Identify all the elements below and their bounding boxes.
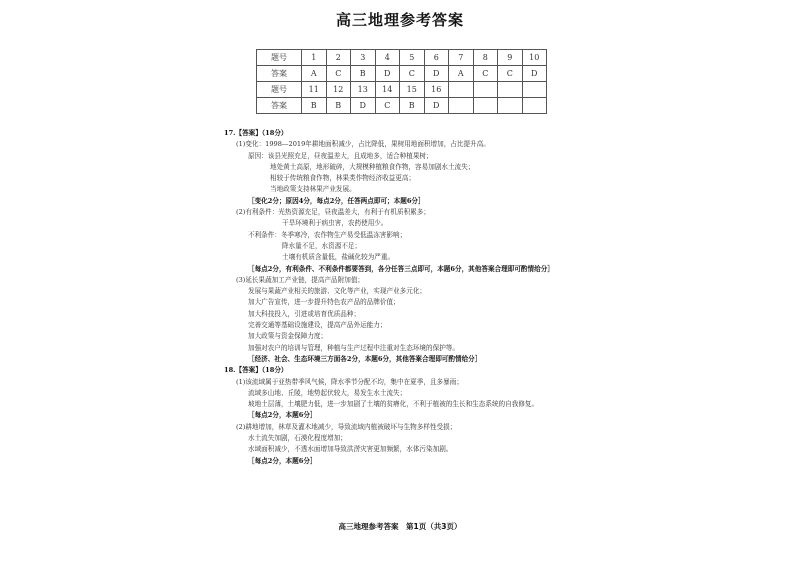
table-cell: [449, 82, 474, 98]
table-cell: C: [473, 66, 498, 82]
row-header: 答案: [257, 98, 302, 114]
table-cell: 1: [302, 50, 327, 66]
table-cell: B: [351, 66, 376, 82]
table-cell: D: [424, 66, 449, 82]
answer-heading-line: ［每点2分，有利条件、不利条件都要答到，各分任答三点即可，本题6分，其他答案合理即可酌情给分］: [248, 264, 554, 273]
table-cell: 11: [302, 82, 327, 98]
answer-line: 加大政策与资金保障力度；: [248, 332, 328, 341]
page-footer: 高三地理参考答案 第1页（共3页）: [338, 522, 462, 531]
table-cell: 8: [473, 50, 498, 66]
row-header: 题号: [257, 82, 302, 98]
table-cell: 3: [351, 50, 376, 66]
answer-line: 当地政策支持林果产业发展。: [270, 185, 356, 194]
table-cell: 6: [424, 50, 449, 66]
answer-table: [256, 49, 547, 114]
table-cell: 2: [326, 50, 351, 66]
table-cell: D: [375, 66, 400, 82]
table-row: [257, 98, 547, 114]
table-cell: 14: [375, 82, 400, 98]
table-cell: [498, 98, 523, 114]
row-header: 题号: [257, 50, 302, 66]
answer-line: (1)变化：1998—2019年耕地面积减少，占比降低，果树用地面积增加，占比提升高。: [236, 140, 490, 149]
answer-line: 相较于传统粮食作物，林果类作物经济收益更高；: [270, 174, 416, 183]
answer-line: 地处黄土高原，地形破碎，大规模种植粮食作物，容易加剧水土流失；: [270, 162, 475, 171]
answer-line: 加大科技投入，引进或培育优质品种；: [248, 309, 361, 318]
answer-heading-line: 18.【答案】（18分）: [224, 366, 288, 375]
table-cell: [473, 82, 498, 98]
row-header: 答案: [257, 66, 302, 82]
table-cell: B: [400, 98, 425, 114]
answer-line: (3)延长果蔬加工产业链，提高产品附加值；: [236, 275, 365, 284]
table-row: [257, 82, 547, 98]
answer-heading-line: ［每点2分，本题6分］: [248, 411, 317, 420]
answer-line: 流域多山地、丘陵，地势起伏较大，易发生水土流失；: [248, 388, 407, 397]
answer-body: [224, 128, 564, 467]
table-cell: 7: [449, 50, 474, 66]
answer-heading-line: ［变化2分；原因4分，每点2分，任答两点即可；本题6分］: [248, 196, 425, 205]
table-row: [257, 66, 547, 82]
table-cell: 13: [351, 82, 376, 98]
answer-line: (2)耕地增加，林草及灌木地减少，导致流域内植被破坏与生物多样性受损；: [236, 422, 457, 431]
table-cell: B: [302, 98, 327, 114]
answer-heading-line: 17.【答案】（18分）: [224, 129, 288, 137]
table-cell: [473, 98, 498, 114]
table-row: [257, 50, 547, 66]
table-cell: D: [424, 98, 449, 114]
answer-line: 水域面积减少，不透水面增加导致洪涝灾害更加频繁，水体污染加剧。: [248, 445, 453, 454]
table-cell: C: [498, 66, 523, 82]
table-cell: 4: [375, 50, 400, 66]
answer-line: 土壤有机质含量低，盐碱化较为严重。: [282, 253, 395, 262]
table-cell: C: [326, 66, 351, 82]
table-cell: 9: [498, 50, 523, 66]
answer-line: 坡地土层薄，土壤肥力低，进一步加剧了土壤的贫瘠化，不利于植被的生长和生态系统的自我修复。: [248, 400, 539, 409]
answer-line: 不利条件：冬季寒冷，农作物生产易受低温冻害影响；: [248, 230, 407, 239]
table-cell: [522, 98, 547, 114]
answer-line: (2)有利条件：光热资源充足，昼夜温差大，有利于有机质积累多；: [236, 208, 430, 217]
table-cell: [522, 82, 547, 98]
table-cell: A: [449, 66, 474, 82]
table-cell: D: [351, 98, 376, 114]
answer-line: 水土流失加剧，石漠化程度增加；: [248, 434, 347, 443]
table-cell: 5: [400, 50, 425, 66]
table-cell: 15: [400, 82, 425, 98]
table-cell: 10: [522, 50, 547, 66]
answer-line: 原因：该县光照充足，昼夜温差大，且成地多，适合种植果树；: [248, 151, 433, 160]
answer-line: 加大广告宣传，进一步提升特色农产品的品牌价值；: [248, 298, 400, 307]
answer-line: 降水量不足，水资源不足；: [282, 241, 362, 250]
table-cell: 12: [326, 82, 351, 98]
table-cell: C: [400, 66, 425, 82]
table-cell: [498, 82, 523, 98]
page-title: 高三地理参考答案: [335, 11, 464, 29]
answer-line: 完善交通等基础设施建设，提高产品外运能力；: [248, 321, 387, 330]
table-cell: D: [522, 66, 547, 82]
table-cell: [449, 98, 474, 114]
table-cell: 16: [424, 82, 449, 98]
answer-line: 干旱环境利于病虫害，农药使用少。: [282, 219, 388, 228]
answer-line: (1)该流域属于亚热带季风气候，降水季节分配不均，集中在夏季，且多暴雨；: [236, 377, 463, 386]
table-cell: B: [326, 98, 351, 114]
table-cell: C: [375, 98, 400, 114]
answer-heading-line: ［每点2分，本题6分］: [248, 456, 317, 465]
answer-line: 加强对农户的培训与管理，种植与生产过程中注重对生态环境的保护等。: [248, 343, 459, 352]
answer-heading-line: ［经济、社会、生态环境三方面各2分，本题6分，其他答案合理即可酌情给分］: [248, 354, 482, 363]
answer-line: 发展与果蔬产业相关的旅游、文化等产业，实现产业多元化；: [248, 287, 427, 296]
table-cell: A: [302, 66, 327, 82]
